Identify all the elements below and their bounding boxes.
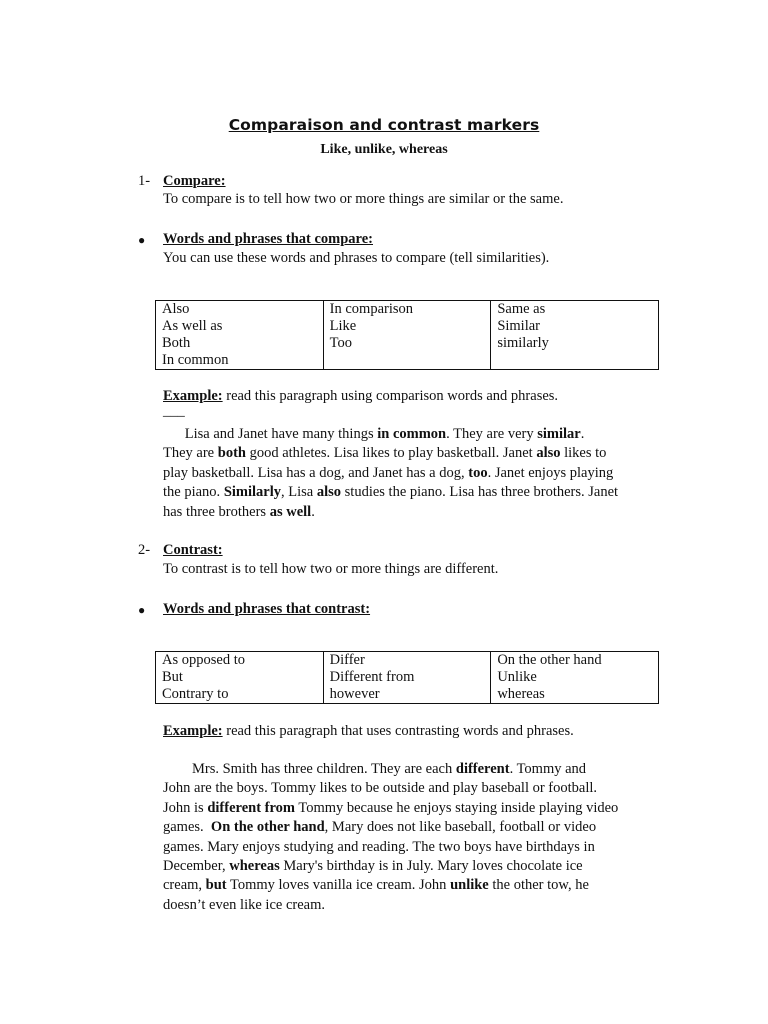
paragraph-line: [163, 760, 663, 779]
text-run: . Tommy and: [509, 761, 587, 777]
blank-line: ___: [163, 403, 185, 419]
table-word: however: [329, 686, 380, 702]
bold-marker: also: [316, 484, 342, 501]
paragraph-line: [163, 896, 663, 915]
contrast-example-text: read this paragraph that uses contrasting words and phrases.: [222, 723, 574, 739]
compare-table-col-1: [156, 301, 324, 370]
contrast-words-heading-text: Words and phrases that contrast:: [163, 601, 371, 617]
text-run: games. Mary enjoys studying and reading. The two boys have birthdays in: [163, 838, 595, 855]
text-run: . They are very: [446, 426, 538, 442]
text-run: . Janet enjoys playing: [487, 464, 614, 481]
table-word: On the other hand: [497, 652, 602, 668]
table-word: Also: [162, 301, 190, 317]
paragraph-line: [163, 444, 663, 463]
text-run: Mary's birthday is in July. Mary loves chocolate ice: [279, 858, 583, 875]
bold-marker: unlike: [450, 877, 489, 894]
compare-table-col-3: [491, 301, 659, 370]
contrast-example: [163, 722, 574, 741]
text-run: games.: [163, 819, 211, 836]
paragraph-line: [163, 779, 663, 798]
bold-marker: but: [205, 877, 227, 894]
contrast-words-heading: [163, 600, 370, 619]
bold-marker: similar: [537, 426, 581, 442]
bold-marker: whereas: [229, 858, 280, 875]
paragraph-line: [163, 799, 663, 818]
bold-marker: different from: [207, 799, 295, 816]
contrast-table-col-3: [491, 652, 659, 704]
text-run: the other tow, he: [488, 877, 589, 894]
compare-words-table: [155, 300, 659, 370]
table-word: whereas: [497, 686, 545, 702]
table-word: In comparison: [329, 301, 414, 317]
compare-example: [163, 387, 558, 406]
text-run: .: [311, 503, 315, 520]
text-run: the piano.: [163, 484, 224, 501]
bold-marker: as well: [269, 503, 312, 520]
bold-marker: in common: [377, 426, 447, 442]
text-run: They are: [163, 445, 218, 462]
text-run: studies the piano. Lisa has three brothers. Janet: [341, 484, 619, 501]
table-word: But: [162, 669, 183, 685]
contrast-example-label: Example:: [163, 723, 223, 739]
table-word: Too: [329, 335, 353, 351]
compare-words-heading: [163, 230, 373, 249]
text-run: , Lisa: [281, 484, 317, 501]
compare-paragraph: [163, 425, 663, 522]
contrast-words-table: [155, 651, 659, 704]
paragraph-line: [163, 425, 663, 444]
text-run: Tommy because he enjoys staying inside playing video: [294, 799, 619, 816]
bold-marker: both: [217, 445, 246, 462]
text-run: Tommy loves vanilla ice cream. John: [226, 877, 451, 894]
contrast-heading: Contrast:: [163, 542, 223, 558]
page-title: Comparaison and contrast markers: [228, 116, 540, 134]
compare-table-col-2: [323, 301, 491, 370]
bullet-icon: ●: [138, 233, 146, 247]
compare-words-intro: You can use these words and phrases to compare (tell similarities).: [163, 250, 550, 266]
text-run: John is: [163, 799, 208, 816]
text-run: John are the boys. Tommy likes to be outside and play baseball or football.: [163, 780, 598, 797]
section-number-compare: 1-: [138, 173, 151, 189]
paragraph-line: [163, 483, 663, 502]
text-run: doesn’t even like ice cream.: [163, 896, 325, 913]
paragraph-line: [163, 503, 663, 522]
text-run: has three brothers: [163, 503, 270, 520]
text-run: cream,: [163, 877, 206, 894]
bold-marker: also: [536, 445, 561, 462]
contrast-paragraph: [163, 760, 663, 915]
table-word: In common: [162, 352, 229, 368]
table-word: similarly: [497, 335, 549, 351]
bold-marker: Similarly: [223, 484, 282, 501]
paragraph-line: [163, 818, 663, 837]
text-run: play basketball. Lisa has a dog, and Janet has a dog,: [163, 464, 469, 481]
text-run: December,: [163, 858, 230, 875]
table-word: Similar: [497, 318, 541, 334]
contrast-table-col-1: [156, 652, 324, 704]
text-run: good athletes. Lisa likes to play basketball. Janet: [245, 445, 537, 462]
table-word: Different from: [329, 669, 415, 685]
text-run: , Mary does not like baseball, football or video: [324, 819, 597, 836]
compare-heading: Compare:: [163, 173, 226, 189]
section-number-contrast: 2-: [138, 542, 151, 558]
paragraph-line: [163, 838, 663, 857]
section-heading-compare: [163, 172, 226, 191]
contrast-table-col-2: [323, 652, 491, 704]
compare-example-text: read this paragraph using comparison words and phrases.: [222, 388, 559, 404]
table-word: Unlike: [497, 669, 537, 685]
text-run: likes to: [560, 445, 607, 462]
bold-marker: On the other hand: [210, 819, 325, 836]
table-word: Same as: [497, 301, 546, 317]
table-word: As opposed to: [162, 652, 245, 668]
contrast-definition: To contrast is to tell how two or more things are different.: [163, 561, 499, 577]
text-run: Lisa and Janet have many things: [163, 426, 378, 442]
table-word: Differ: [329, 652, 365, 668]
table-word: Both: [162, 335, 191, 351]
page-subtitle: Like, unlike, whereas: [320, 142, 448, 157]
text-run: Mrs. Smith has three children. They are each: [163, 761, 456, 777]
compare-words-heading-text: Words and phrases that compare:: [163, 231, 373, 247]
table-word: As well as: [162, 318, 223, 334]
table-word: Contrary to: [162, 686, 229, 702]
bold-marker: too: [468, 464, 488, 481]
bullet-icon: ●: [138, 603, 146, 617]
compare-example-label: Example:: [163, 388, 223, 404]
paragraph-line: [163, 857, 663, 876]
compare-definition: To compare is to tell how two or more things are similar or the same.: [163, 191, 564, 207]
paragraph-line: [163, 464, 663, 483]
bold-marker: different: [455, 761, 510, 777]
paragraph-line: [163, 876, 663, 895]
table-word: Like: [329, 318, 357, 334]
text-run: .: [580, 426, 585, 442]
section-heading-contrast: [163, 541, 223, 560]
